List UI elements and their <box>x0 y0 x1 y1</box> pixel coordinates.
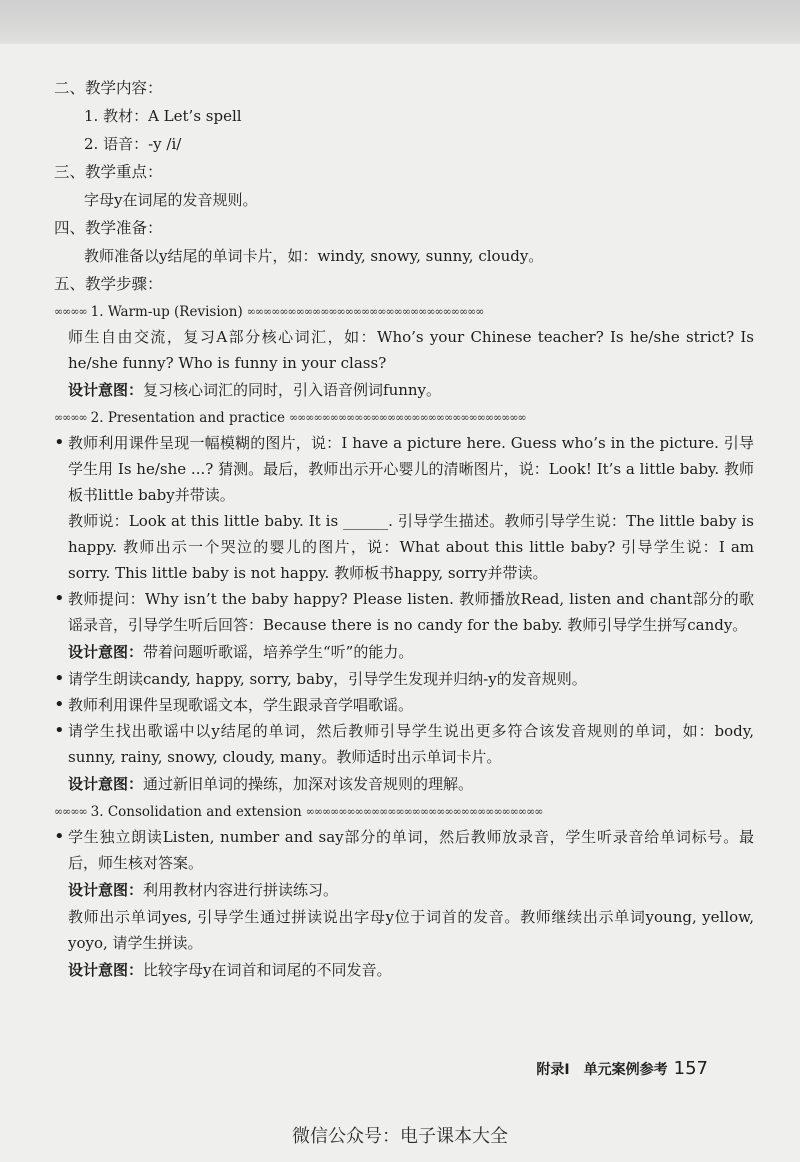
design-intent-text: 带着问题听歌谣，培养学生“听”的能力。 <box>143 643 414 661</box>
bullet-icon: • <box>54 826 65 847</box>
bullet-icon: • <box>54 720 65 741</box>
design-intent-text: 复习核心词汇的同时，引入语音例词funny。 <box>143 381 442 399</box>
design-intent-text: 比较字母y在词首和词尾的不同发音。 <box>143 961 392 979</box>
step-heading-warmup <box>54 300 754 324</box>
presentation-paragraph: 教师说：Look at this little baby. It is ______. 引导学生描述。教师引导学生说：The little baby is happy. 教师出示一个哭泣的婴儿的图片，说：What about this little baby? 引导学生说：I am sorry. This little baby is not happy. 教师板书happy, sorry并带读。 <box>68 512 754 582</box>
phonics-item: 2. 语音：-y /i/ <box>84 135 182 153</box>
design-intent <box>68 876 754 904</box>
lesson-content <box>54 74 754 984</box>
bullet-text: 教师利用课件呈现歌谣文本，学生跟录音学唱歌谣。 <box>68 696 414 714</box>
bullet-text: 教师利用课件呈现一幅模糊的图片，说：I have a picture here. Guess who’s in the picture. 引导学生用 Is he/she ...? 猜测。最后，教师出示开心婴儿的清晰图片，说：Look! It’s a little baby. 教师板书little baby并带读。 <box>68 434 754 504</box>
page-number: 157 <box>673 1058 708 1079</box>
step-title: 3. Consolidation and extension <box>90 804 302 820</box>
bullet-item <box>54 692 754 718</box>
section-title-preparation: 四、教学准备： <box>54 219 163 237</box>
design-intent-label: 设计意图： <box>68 381 144 399</box>
bullet-item <box>54 824 754 876</box>
footer-label: 附录I 单元案例参考 <box>536 1062 668 1078</box>
design-intent-text: 通过新旧单词的操练，加深对该发音规则的理解。 <box>143 775 474 793</box>
design-intent <box>68 638 754 666</box>
bullet-icon: • <box>54 694 65 715</box>
step-title: 1. Warm-up (Revision) <box>90 304 243 320</box>
top-scan-band <box>0 0 800 48</box>
step-heading-presentation <box>54 406 754 430</box>
section-title-steps: 五、教学步骤： <box>54 275 163 293</box>
page-footer <box>536 1058 708 1079</box>
bullet-item <box>54 666 754 692</box>
consolidation-paragraph: 教师出示单词yes, 引导学生通过拼读说出字母y位于词首的发音。教师继续出示单词young, yellow, yoyo, 请学生拼读。 <box>68 908 754 952</box>
warmup-paragraph: 师生自由交流，复习A部分核心词汇，如：Who’s your Chinese teacher? Is he/she strict? Is he/she funny? Who is funny in your class? <box>68 328 754 372</box>
bullet-icon: • <box>54 588 65 609</box>
step-title: 2. Presentation and practice <box>90 410 285 426</box>
bullet-text: 教师提问：Why isn’t the baby happy? Please listen. 教师播放Read, listen and chant部分的歌谣录音，引导学生听后回答：Because there is no candy for the baby. 教师引导学生拼写candy。 <box>68 590 754 634</box>
section-title-content: 二、教学内容： <box>54 79 163 97</box>
bullet-text: 请学生朗读candy, happy, sorry, baby，引导学生发现并归纳-y的发音规则。 <box>68 670 587 688</box>
design-intent <box>68 376 754 404</box>
material-item: 1. 教材：A Let’s spell <box>84 107 242 125</box>
section-title-key-point: 三、教学重点： <box>54 163 163 181</box>
design-intent-label: 设计意图： <box>68 961 144 979</box>
bullet-icon: • <box>54 432 65 453</box>
design-intent-text: 利用教材内容进行拼读练习。 <box>143 881 339 899</box>
bullet-item <box>54 430 754 508</box>
bullet-item <box>54 718 754 770</box>
book-page <box>0 44 800 1162</box>
wave-divider-icon: ∞∞∞∞ <box>54 305 87 318</box>
design-intent <box>68 770 754 798</box>
wave-divider-icon: ∞∞∞∞∞∞∞∞∞∞∞∞∞∞∞∞∞∞∞∞∞∞∞∞∞∞∞∞∞ <box>246 305 484 318</box>
step-heading-consolidation <box>54 800 754 824</box>
design-intent-label: 设计意图： <box>68 881 144 899</box>
wave-divider-icon: ∞∞∞∞ <box>54 411 87 424</box>
wave-divider-icon: ∞∞∞∞∞∞∞∞∞∞∞∞∞∞∞∞∞∞∞∞∞∞∞∞∞∞∞∞∞ <box>288 411 526 424</box>
preparation-text: 教师准备以y结尾的单词卡片，如：windy, snowy, sunny, cloudy。 <box>84 247 544 265</box>
wave-divider-icon: ∞∞∞∞∞∞∞∞∞∞∞∞∞∞∞∞∞∞∞∞∞∞∞∞∞∞∞∞∞ <box>305 805 543 818</box>
bullet-text: 学生独立朗读Listen, number and say部分的单词，然后教师放录音，学生听录音给单词标号。最后，师生核对答案。 <box>68 828 754 872</box>
bullet-text: 请学生找出歌谣中以y结尾的单词，然后教师引导学生说出更多符合该发音规则的单词，如：body, sunny, rainy, snowy, cloudy, many。教师适时出示单词卡片。 <box>68 722 754 766</box>
bullet-icon: • <box>54 668 65 689</box>
watermark-text: 微信公众号：电子课本大全 <box>292 1126 508 1147</box>
design-intent-label: 设计意图： <box>68 775 144 793</box>
wave-divider-icon: ∞∞∞∞ <box>54 805 87 818</box>
key-point-text: 字母y在词尾的发音规则。 <box>84 191 258 209</box>
bullet-item <box>54 586 754 638</box>
design-intent <box>68 956 754 984</box>
design-intent-label: 设计意图： <box>68 643 144 661</box>
